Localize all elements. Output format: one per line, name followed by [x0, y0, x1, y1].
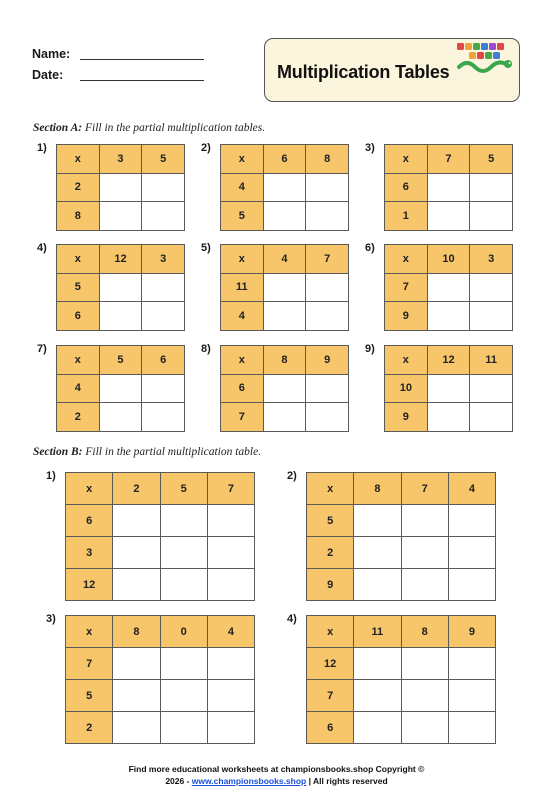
- corner-cell: x: [57, 145, 100, 174]
- problem-number: 9): [365, 343, 375, 355]
- column-header-cell: 7: [427, 145, 470, 174]
- answer-cell[interactable]: [427, 173, 470, 202]
- problem-number: 1): [37, 142, 47, 154]
- answer-cell[interactable]: [142, 374, 185, 403]
- footer-link[interactable]: www.championsbooks.shop: [191, 776, 307, 786]
- answer-cell[interactable]: [207, 712, 254, 744]
- answer-cell[interactable]: [427, 302, 470, 331]
- multiplication-table: [384, 144, 513, 231]
- multiplication-table: [306, 615, 496, 744]
- row-header-cell: 9: [307, 569, 354, 601]
- problem-number: 1): [46, 470, 56, 482]
- column-header-cell: 7: [207, 473, 254, 505]
- corner-cell: x: [221, 145, 264, 174]
- row-header-cell: 5: [307, 505, 354, 537]
- column-header-cell: 12: [99, 245, 142, 274]
- answer-cell[interactable]: [142, 202, 185, 231]
- footer-line-2: [0, 775, 553, 787]
- answer-cell[interactable]: [207, 569, 254, 601]
- row-header-cell: 4: [57, 374, 100, 403]
- answer-cell[interactable]: [306, 173, 349, 202]
- column-header-cell: 3: [99, 145, 142, 174]
- multiplication-table: [306, 472, 496, 601]
- column-header-cell: 11: [470, 346, 513, 375]
- answer-cell[interactable]: [160, 680, 207, 712]
- answer-cell[interactable]: [354, 712, 401, 744]
- corner-cell: x: [385, 245, 428, 274]
- column-header-cell: 9: [306, 346, 349, 375]
- corner-cell: x: [66, 473, 113, 505]
- answer-cell[interactable]: [207, 505, 254, 537]
- problem-number: 7): [37, 343, 47, 355]
- row-header-cell: 6: [385, 173, 428, 202]
- row-header-cell: 6: [307, 712, 354, 744]
- row-header-cell: 5: [57, 273, 100, 302]
- answer-cell[interactable]: [401, 505, 448, 537]
- section-a-instruction: Fill in the partial multiplication tables.: [84, 122, 266, 134]
- answer-cell[interactable]: [401, 569, 448, 601]
- corner-cell: x: [57, 346, 100, 375]
- row-header-cell: 7: [385, 273, 428, 302]
- champions-books-logo-icon: [455, 41, 515, 73]
- section-a-heading: [33, 122, 265, 134]
- column-header-cell: 4: [263, 245, 306, 274]
- answer-cell[interactable]: [354, 569, 401, 601]
- section-b-label: Section B:: [33, 446, 83, 458]
- row-header-cell: 5: [221, 202, 264, 231]
- answer-cell[interactable]: [427, 273, 470, 302]
- answer-cell[interactable]: [263, 374, 306, 403]
- answer-cell[interactable]: [401, 648, 448, 680]
- answer-cell[interactable]: [263, 202, 306, 231]
- name-label: Name:: [32, 47, 71, 61]
- row-header-cell: 3: [66, 537, 113, 569]
- multiplication-table: [56, 345, 185, 432]
- problem-number: 3): [365, 142, 375, 154]
- corner-cell: x: [221, 346, 264, 375]
- column-header-cell: 4: [448, 473, 495, 505]
- multiplication-table: [56, 144, 185, 231]
- column-header-cell: 6: [142, 346, 185, 375]
- multiplication-table: [220, 244, 349, 331]
- corner-cell: x: [385, 346, 428, 375]
- corner-cell: x: [307, 473, 354, 505]
- answer-cell[interactable]: [470, 374, 513, 403]
- column-header-cell: 12: [427, 346, 470, 375]
- column-header-cell: 2: [113, 473, 160, 505]
- column-header-cell: 8: [263, 346, 306, 375]
- section-b-instruction: Fill in the partial multiplication table.: [85, 446, 262, 458]
- answer-cell[interactable]: [427, 202, 470, 231]
- row-header-cell: 12: [307, 648, 354, 680]
- corner-cell: x: [66, 616, 113, 648]
- column-header-cell: 7: [401, 473, 448, 505]
- answer-cell[interactable]: [448, 648, 495, 680]
- corner-cell: x: [57, 245, 100, 274]
- answer-cell[interactable]: [354, 537, 401, 569]
- answer-cell[interactable]: [113, 712, 160, 744]
- answer-cell[interactable]: [448, 505, 495, 537]
- answer-cell[interactable]: [99, 374, 142, 403]
- row-header-cell: 7: [66, 648, 113, 680]
- column-header-cell: 11: [354, 616, 401, 648]
- answer-cell[interactable]: [160, 569, 207, 601]
- row-header-cell: 12: [66, 569, 113, 601]
- column-header-cell: 8: [354, 473, 401, 505]
- answer-cell[interactable]: [113, 680, 160, 712]
- multiplication-table: [220, 345, 349, 432]
- answer-cell[interactable]: [263, 403, 306, 432]
- row-header-cell: 8: [57, 202, 100, 231]
- column-header-cell: 8: [401, 616, 448, 648]
- answer-cell[interactable]: [401, 537, 448, 569]
- row-header-cell: 9: [385, 403, 428, 432]
- row-header-cell: 2: [57, 173, 100, 202]
- footer: [0, 763, 553, 787]
- answer-cell[interactable]: [142, 302, 185, 331]
- answer-cell[interactable]: [427, 374, 470, 403]
- answer-cell[interactable]: [99, 302, 142, 331]
- answer-cell[interactable]: [306, 202, 349, 231]
- answer-cell[interactable]: [207, 680, 254, 712]
- answer-cell[interactable]: [263, 273, 306, 302]
- answer-cell[interactable]: [306, 403, 349, 432]
- answer-cell[interactable]: [99, 403, 142, 432]
- row-header-cell: 5: [66, 680, 113, 712]
- answer-cell[interactable]: [306, 374, 349, 403]
- date-line: [80, 80, 204, 81]
- answer-cell[interactable]: [160, 712, 207, 744]
- multiplication-table: [65, 472, 255, 601]
- row-header-cell: 7: [221, 403, 264, 432]
- problem-number: 6): [365, 242, 375, 254]
- name-line: [80, 59, 204, 60]
- answer-cell[interactable]: [306, 273, 349, 302]
- answer-cell[interactable]: [354, 648, 401, 680]
- row-header-cell: 2: [66, 712, 113, 744]
- page-title: Multiplication Tables: [277, 62, 450, 82]
- row-header-cell: 1: [385, 202, 428, 231]
- row-header-cell: 6: [66, 505, 113, 537]
- answer-cell[interactable]: [401, 680, 448, 712]
- corner-cell: x: [221, 245, 264, 274]
- answer-cell[interactable]: [470, 403, 513, 432]
- answer-cell[interactable]: [142, 403, 185, 432]
- multiplication-table: [220, 144, 349, 231]
- answer-cell[interactable]: [427, 403, 470, 432]
- corner-cell: x: [385, 145, 428, 174]
- answer-cell[interactable]: [160, 505, 207, 537]
- answer-cell[interactable]: [263, 173, 306, 202]
- answer-cell[interactable]: [448, 680, 495, 712]
- answer-cell[interactable]: [207, 648, 254, 680]
- column-header-cell: 10: [427, 245, 470, 274]
- answer-cell[interactable]: [470, 173, 513, 202]
- column-header-cell: 0: [160, 616, 207, 648]
- row-header-cell: 4: [221, 302, 264, 331]
- problem-number: 3): [46, 613, 56, 625]
- column-header-cell: 3: [142, 245, 185, 274]
- answer-cell[interactable]: [448, 537, 495, 569]
- row-header-cell: 9: [385, 302, 428, 331]
- column-header-cell: 5: [99, 346, 142, 375]
- row-header-cell: 6: [57, 302, 100, 331]
- answer-cell[interactable]: [113, 648, 160, 680]
- answer-cell[interactable]: [113, 569, 160, 601]
- answer-cell[interactable]: [207, 537, 254, 569]
- title-box: [264, 38, 520, 102]
- column-header-cell: 8: [306, 145, 349, 174]
- multiplication-table: [384, 345, 513, 432]
- problem-number: 2): [287, 470, 297, 482]
- multiplication-table: [65, 615, 255, 744]
- answer-cell[interactable]: [113, 537, 160, 569]
- row-header-cell: 6: [221, 374, 264, 403]
- answer-cell[interactable]: [99, 173, 142, 202]
- answer-cell[interactable]: [470, 202, 513, 231]
- answer-cell[interactable]: [448, 569, 495, 601]
- problem-number: 5): [201, 242, 211, 254]
- corner-cell: x: [307, 616, 354, 648]
- answer-cell[interactable]: [306, 302, 349, 331]
- date-label: Date:: [32, 68, 64, 82]
- answer-cell[interactable]: [99, 202, 142, 231]
- answer-cell[interactable]: [470, 273, 513, 302]
- multiplication-table: [56, 244, 185, 331]
- answer-cell[interactable]: [142, 273, 185, 302]
- answer-cell[interactable]: [160, 648, 207, 680]
- column-header-cell: 9: [448, 616, 495, 648]
- problem-number: 2): [201, 142, 211, 154]
- answer-cell[interactable]: [354, 680, 401, 712]
- column-header-cell: 3: [470, 245, 513, 274]
- row-header-cell: 11: [221, 273, 264, 302]
- column-header-cell: 5: [470, 145, 513, 174]
- footer-rights: | All rights reserved: [306, 776, 388, 786]
- footer-line-1: Find more educational worksheets at championsbooks.shop Copyright ©: [128, 764, 425, 774]
- row-header-cell: 4: [221, 173, 264, 202]
- row-header-cell: 2: [307, 537, 354, 569]
- answer-cell[interactable]: [263, 302, 306, 331]
- section-a-label: Section A:: [33, 122, 83, 134]
- answer-cell[interactable]: [354, 505, 401, 537]
- multiplication-table: [384, 244, 513, 331]
- problem-number: 8): [201, 343, 211, 355]
- answer-cell[interactable]: [401, 712, 448, 744]
- problem-number: 4): [287, 613, 297, 625]
- answer-cell[interactable]: [99, 273, 142, 302]
- answer-cell[interactable]: [142, 173, 185, 202]
- section-b-heading: [33, 446, 261, 458]
- answer-cell[interactable]: [113, 505, 160, 537]
- column-header-cell: 4: [207, 616, 254, 648]
- row-header-cell: 10: [385, 374, 428, 403]
- answer-cell[interactable]: [470, 302, 513, 331]
- footer-year: 2026 -: [165, 776, 192, 786]
- answer-cell[interactable]: [160, 537, 207, 569]
- problem-number: 4): [37, 242, 47, 254]
- column-header-cell: 5: [160, 473, 207, 505]
- row-header-cell: 7: [307, 680, 354, 712]
- row-header-cell: 2: [57, 403, 100, 432]
- column-header-cell: 8: [113, 616, 160, 648]
- column-header-cell: 5: [142, 145, 185, 174]
- answer-cell[interactable]: [448, 712, 495, 744]
- column-header-cell: 7: [306, 245, 349, 274]
- column-header-cell: 6: [263, 145, 306, 174]
